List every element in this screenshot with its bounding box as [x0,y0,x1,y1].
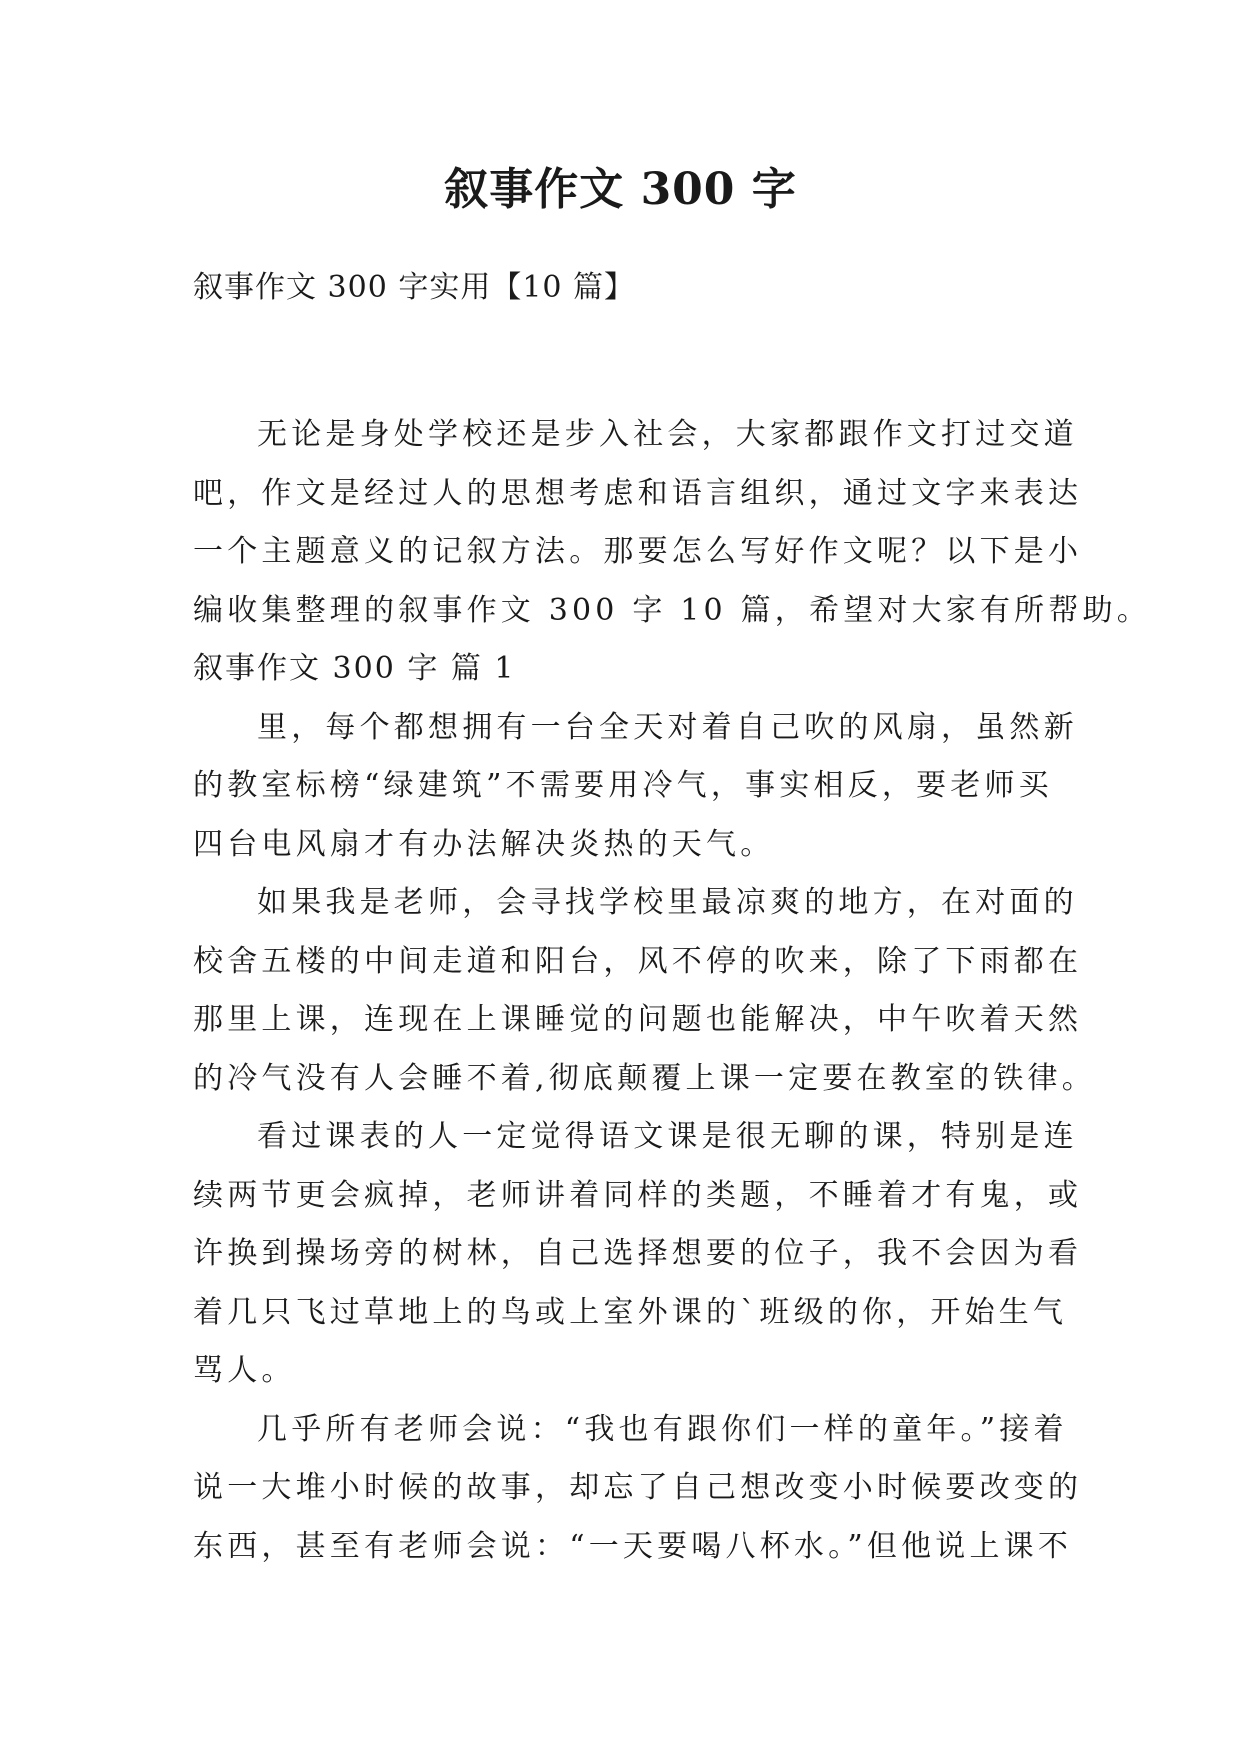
document-subtitle: 叙事作文 300 字实用【10 篇】 [193,270,636,305]
text-line: 东西，甚至有老师会说：“一天要喝八杯水。”但他说上课不 [193,1528,1073,1564]
text-line: 四台电风扇才有办法解决炎热的天气。 [193,826,775,862]
text-line: 那里上课，连现在上课睡觉的问题也能解决，中午吹着天然 [193,1002,1083,1037]
text-line: 如果我是老师，会寻找学校里最凉爽的地方，在对面的 [257,885,1078,920]
text-line: 着几只飞过草地上的鸟或上室外课的`班级的你，开始生气 [193,1294,1068,1330]
text-line: 无论是身处学校还是步入社会，大家都跟作文打过交道 [257,417,1078,452]
text-line: 说一大堆小时候的故事，却忘了自己想改变小时候要改变的 [193,1470,1083,1505]
text-line: 骂人。 [193,1353,296,1388]
document-body [193,406,1151,1576]
text-line: 里，每个都想拥有一台全天对着自己吹的风扇，虽然新 [257,709,1078,745]
section-heading: 叙事作文 300 字 篇 1 [193,651,516,686]
text-line: 编收集整理的叙事作文 300 字 10 篇，希望对大家有所帮助。 [193,592,1151,628]
text-line: 的冷气没有人会睡不着,彻底颠覆上课一定要在教室的铁律。 [193,1060,1096,1096]
text-line: 一个主题意义的记叙方法。那要怎么写好作文呢？以下是小 [193,534,1083,569]
text-line: 几乎所有老师会说：“我也有跟你们一样的童年。”接着 [257,1411,1068,1447]
document-title: 叙事作文 300 字 [444,164,797,215]
text-line: 续两节更会疯掉，老师讲着同样的类题，不睡着才有鬼，或 [193,1177,1083,1213]
text-line: 的教室标榜“绿建筑”不需要用冷气，事实相反，要老师买 [193,768,1053,803]
text-line: 看过课表的人一定觉得语文课是很无聊的课，特别是连 [257,1119,1078,1154]
text-line: 吧，作文是经过人的思想考虑和语言组织，通过文字来表达 [193,475,1083,511]
text-line: 校舍五楼的中间走道和阳台，风不停的吹来，除了下雨都在 [193,943,1083,979]
text-line: 许换到操场旁的树林，自己选择想要的位子，我不会因为看 [193,1236,1083,1271]
